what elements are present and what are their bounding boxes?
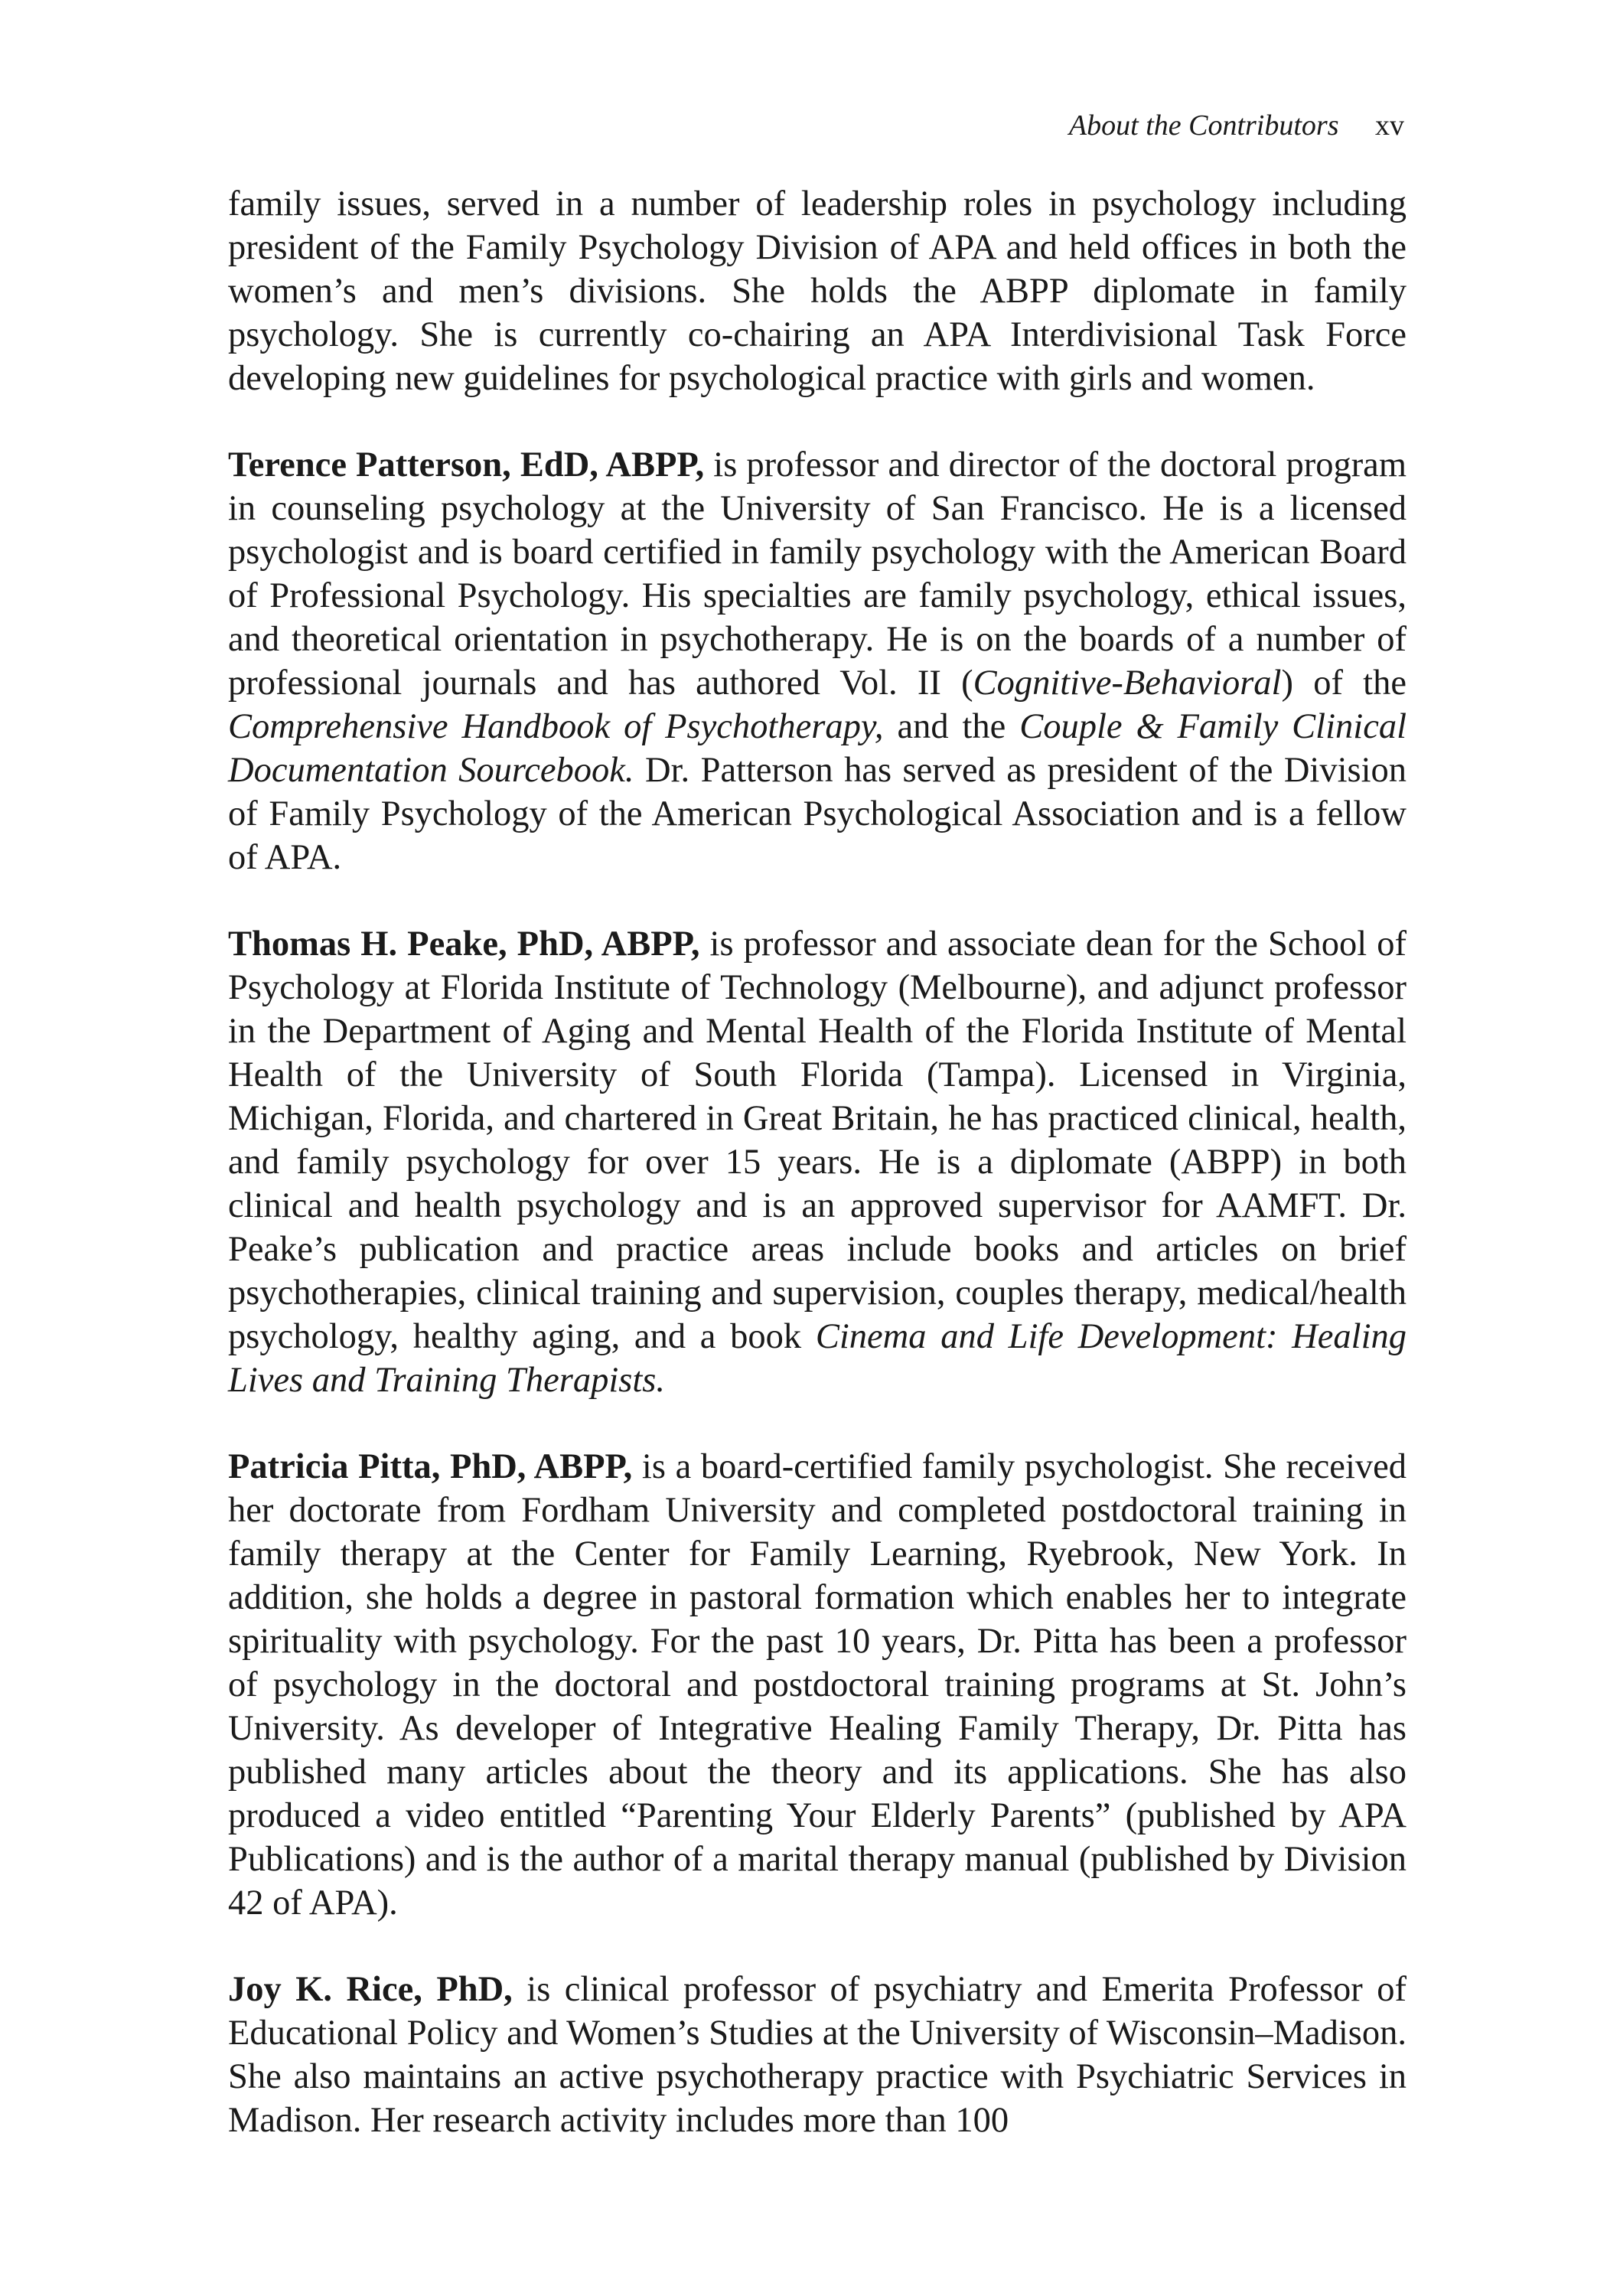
contributors-text — [228, 182, 1407, 2185]
book-title: Cinema and Life Development: Healing Lives and Training Therapists. — [228, 1317, 1407, 1400]
running-head — [1069, 107, 1404, 144]
bio-text: is clinical professor of psychiatry and Emerita Professor of Educational Policy and Women’s Studies at the University of Wisconsin–Madison. She also maintains an active psychotherapy practice with Psychiatric Services in Madison. Her research activity includes more than 100 — [228, 1970, 1407, 2140]
bio-text: is professor and associate dean for the School of Psychology at Florida Institute of Technology (Melbourne), and adjunct professor in the Department of Aging and Mental Health of the Florida Institute of Mental Health of the University of South Florida (Tampa). Licensed in Virginia, Michigan, Florida, and chartered in Great Britain, he has practiced clinical, health, and family psychology for over 15 years. He is a diplomate (ABPP) in both clinical and health psychology and is an approved supervisor for AAMFT. Dr. Peake’s publication and practice areas include books and articles on brief psychotherapies, clinical training and supervision, couples therapy, medical/health psychology, healthy aging, and a book — [228, 925, 1407, 1356]
contributor-name: Terence Patterson, EdD, ABPP, — [228, 445, 705, 484]
contributor-name: Thomas H. Peake, PhD, ABPP, — [228, 925, 700, 964]
bio-thomas-peake — [228, 922, 1407, 1402]
book-title: Cognitive-Behavioral — [973, 664, 1282, 703]
bio-text: is professor and director of the doctoral program in counseling psychology at the University of San Francisco. He is a licensed psychologist and is board certified in family psychology with the American Board of Professional Psychology. His specialties are family psychology, ethical issues, and theoretical orientation in psychotherapy. He is on the boards of a number of professional journals and has authored Vol. II ( — [228, 445, 1407, 703]
book-title: Couple & Family Clinical Documentation Sourcebook. — [228, 707, 1407, 790]
contributor-name: Patricia Pitta, PhD, ABPP, — [228, 1447, 633, 1486]
bio-text: ) of the — [1281, 664, 1407, 703]
book-title: Comprehensive Handbook of Psychotherapy, — [228, 707, 884, 746]
contributor-name: Joy K. Rice, PhD, — [228, 1970, 513, 2009]
bio-text: is a board-certified family psychologist. She received her doctorate from Fordham University and completed postdoctoral training in family therapy at the Center for Family Learning, Ryebrook, New York. In addition, she holds a degree in pastoral formation which enables her to integrate spirituality with psychology. For the past 10 years, Dr. Pitta has been a professor of psychology in the doctoral and postdoctoral training programs at St. John’s University. As developer of Integrative Healing Family Therapy, Dr. Pitta has published many articles about the theory and its applications. She has also produced a video entitled “Parenting Your Elderly Parents” (published by APA Publications) and is the author of a marital therapy manual (published by Division 42 of APA). — [228, 1447, 1407, 1923]
bio-terence-patterson — [228, 443, 1407, 879]
page-number: xv — [1375, 109, 1404, 142]
bio-text: Dr. Patterson has served as president of the Division of Family Psychology of the American Psychological Association and is a fellow of APA. — [228, 751, 1407, 877]
bio-patricia-pitta — [228, 1445, 1407, 1925]
running-head-title: About the Contributors — [1068, 109, 1339, 142]
bio-joy-rice — [228, 1968, 1407, 2142]
paragraph-continuation — [228, 182, 1407, 400]
bio-text: and the — [883, 707, 1020, 746]
paragraph-text: family issues, served in a number of leadership roles in psychology including president of the Family Psychology Division of APA and held offices in both the women’s and men’s divisions. She holds the ABPP diplomate in family psychology. She is currently co-chairing an APA Interdivisional Task Force developing new guidelines for psychological practice with girls and women. — [228, 184, 1407, 398]
